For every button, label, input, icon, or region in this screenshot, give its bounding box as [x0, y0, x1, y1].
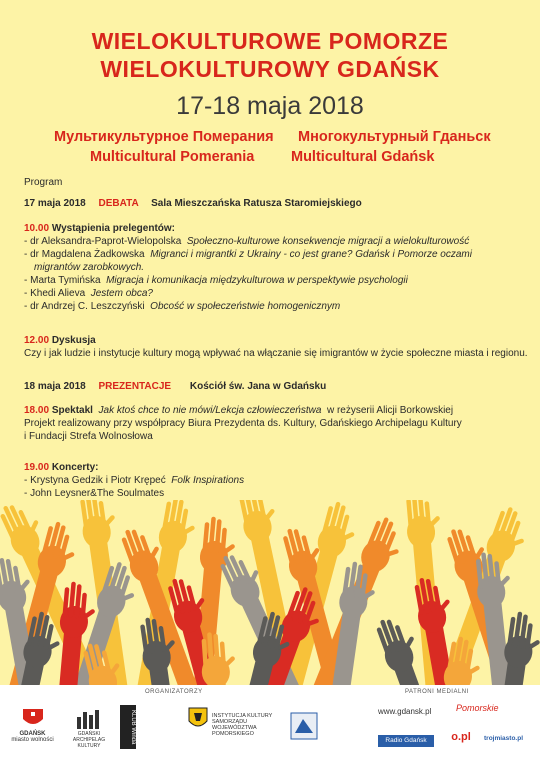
gak-logo[interactable]: GDAŃSKI ARCHIPELAG KULTURY	[68, 709, 110, 749]
block4	[24, 461, 244, 500]
talk-item: migrantów zarobkowych.	[34, 262, 145, 273]
o-pl-logo[interactable]: o.pl	[451, 731, 471, 743]
block2-text: Czy i jak ludzie i instytucje kultury mogą wpływać na włączanie się imigrantów w życie społeczne miasta i regionu.	[24, 348, 528, 359]
block4-time: 19.00	[24, 462, 50, 473]
concert-item: - Krystyna Gedzik i Piotr Krępeć Folk Inspirations	[24, 475, 245, 486]
title-line-1: WIELOKULTUROWE POMORZE	[91, 28, 449, 54]
block2-time: 12.00	[24, 335, 50, 346]
block3-time: 18.00	[24, 405, 50, 416]
block2	[24, 334, 528, 360]
day1-venue: Sala Mieszczańska Ratusza Staromiejskiego	[151, 198, 362, 209]
title-line-2: WIELOKULTUROWY GDAŃSK	[100, 56, 440, 82]
block3-director: w reżyserii Alicji Borkowskiej	[326, 405, 454, 416]
talk-item: - Khedi Alieva Jestem obca?	[24, 288, 153, 299]
gak-icon	[75, 709, 103, 729]
block4-heading: Koncerty:	[51, 462, 99, 473]
block3-title: Jak ktoś chce to nie mówi/Lekcja człowieczeństwa	[98, 405, 322, 416]
program-label: Program	[24, 177, 63, 188]
concert-item: - John Leysner&The Soulmates	[24, 488, 165, 499]
block3	[24, 404, 462, 443]
talk-item: - dr Magdalena Żadkowska Migranci i migrantki z Ukrainy - co jest grane? Gdańsk i Pomorze oczami	[24, 249, 472, 260]
radio-gdansk-logo[interactable]: Radio Gdańsk	[378, 735, 434, 747]
block3-line3: i Fundacji Strefa Wolnosłowa	[24, 431, 153, 442]
organizers-label: ORGANIZATORZY	[145, 689, 203, 695]
subtitle-en-left: Multicultural Pomerania	[90, 149, 255, 165]
talk-item: - dr Andrzej C. Leszczyński Obcość w społeczeństwie homogenicznym	[24, 301, 341, 312]
event-dates: 17-18 maja 2018	[176, 92, 364, 120]
day2-venue: Kościół św. Jana w Gdańsku	[189, 381, 327, 392]
day2-date: 18 maja 2018	[24, 381, 86, 392]
klub-winda-logo[interactable]: KLUB Winda	[120, 705, 136, 749]
block2-heading: Dyskusja	[51, 335, 96, 346]
pomorskie-crest-logo[interactable]	[188, 707, 208, 733]
day2-header	[24, 380, 326, 393]
block1	[24, 222, 472, 313]
day1-type: DEBATA	[98, 198, 139, 209]
griffin-crest-icon	[188, 707, 208, 731]
talk-item: - Marta Tymińska Migracja i komunikacja międzykulturowa w perspektywie psychologii	[24, 275, 408, 286]
talk-item: - dr Aleksandra-Paprot-Wielopolska Społeczno-kulturowe konsekwencje migracji a wielokulturowość	[24, 236, 470, 247]
day2-type: PREZENTACJE	[98, 381, 172, 392]
block3-line2: Projekt realizowany przy współpracy Biura Prezydenta ds. Kultury, Gdańskiego Archipelagu Kultury	[24, 418, 462, 429]
instytucja-kultury-text: INSTYTUCJA KULTURY SAMORZĄDU WOJEWÓDZTWA POMORSKIEGO	[212, 713, 273, 737]
pomorskie-logo[interactable]: Pomorskie	[456, 703, 499, 713]
subtitle-en-right: Multicultural Gdańsk	[291, 149, 435, 165]
gdansk-logo[interactable]: GDAŃSK miasto wolności	[10, 707, 55, 743]
block1-time: 10.00	[24, 223, 50, 234]
footer	[0, 685, 540, 757]
subtitle-ru-right: Многокультурный Гданьск	[298, 129, 491, 145]
day1-header	[24, 197, 362, 210]
gdansk-pl-logo[interactable]: www.gdansk.pl	[378, 707, 432, 716]
gdansk-crest-icon	[21, 707, 45, 729]
partner-logo[interactable]	[285, 707, 323, 743]
block1-heading: Wystąpienia prelegentów:	[51, 223, 175, 234]
day1-date: 17 maja 2018	[24, 198, 86, 209]
block3-heading: Spektakl	[51, 405, 93, 416]
subtitle-ru-left: Мультикультурное Померания	[54, 129, 274, 145]
patrons-label: PATRONI MEDIALNI	[405, 689, 469, 695]
raised-hands-illustration	[0, 500, 540, 685]
trojmiasto-logo[interactable]: trojmiasto.pl	[484, 735, 524, 742]
partner-emblem-icon	[285, 707, 323, 743]
